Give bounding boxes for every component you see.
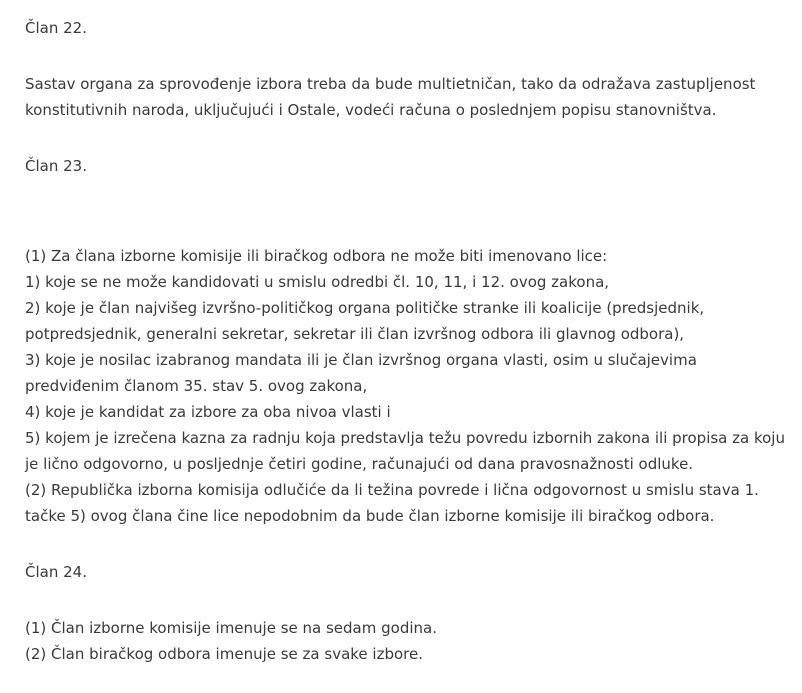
article-23-line-9: je lično odgovorno, u posljednje četiri godine, računajući od dana pravosnažnosti odluke. — [25, 455, 694, 473]
article-23-line-7: 4) koje je kandidat za izbore za oba nivoa vlasti i — [25, 403, 391, 421]
article-23-line-2: 1) koje se ne može kandidovati u smislu odredbi čl. 10, 11, i 12. ovog zakona, — [25, 273, 610, 291]
article-24-line-1: (1) Član izborne komisije imenuje se na sedam godina. — [25, 619, 437, 637]
article-23-line-6: predviđenim članom 35. stav 5. ovog zakona, — [25, 377, 368, 395]
article-23-line-4: potpredsjednik, generalni sekretar, sekretar ili član izvršnog odbora ili glavnog odbora), — [25, 325, 685, 343]
article-22-heading: Član 22. — [25, 19, 87, 37]
article-24-line-2: (2) Član biračkog odbora imenuje se za svake izbore. — [25, 645, 423, 663]
article-22-line-2: konstitutivnih naroda, uključujući i Ostale, vodeći računa o poslednjem popisu stanovništva. — [25, 101, 717, 119]
article-23-line-5: 3) koje je nosilac izabranog mandata ili je član izvršnog organa vlasti, osim u slučajevima — [25, 351, 697, 369]
article-23-line-8: 5) kojem je izrečena kazna za radnju koja predstavlja težu povredu izbornih zakona ili propisa za koju — [25, 429, 785, 447]
article-23-line-11: tačke 5) ovog člana čine lice nepodobnim da bude član izborne komisije ili biračkog odbora. — [25, 507, 715, 525]
article-22-line-1: Sastav organa za sprovođenje izbora treba da bude multietničan, tako da odražava zastupljenost — [25, 75, 756, 93]
article-23-line-10: (2) Republička izborna komisija odlučiće da li težina povrede i lična odgovornost u smislu stava 1. — [25, 481, 759, 499]
article-23-line-1: (1) Za člana izborne komisije ili biračkog odbora ne može biti imenovano lice: — [25, 247, 608, 265]
article-24-heading: Član 24. — [25, 563, 87, 581]
article-23-heading: Član 23. — [25, 157, 87, 175]
article-23-line-3: 2) koje je član najvišeg izvršno-političkog organa političke stranke ili koalicije (predsjednik, — [25, 299, 705, 317]
